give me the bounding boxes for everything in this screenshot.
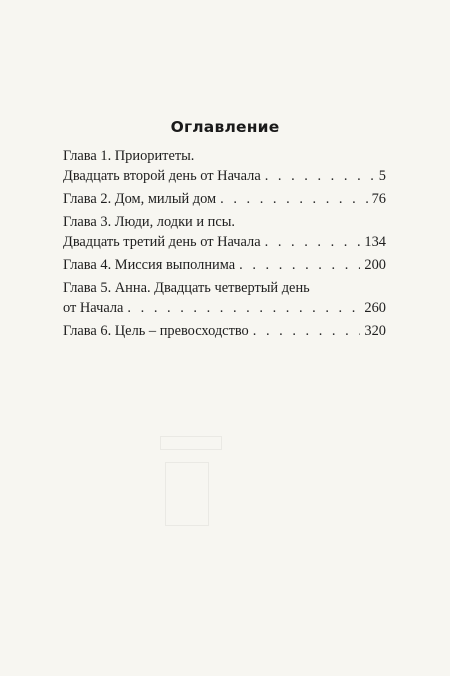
bleed-through-mark [165, 462, 209, 526]
toc-entry-title-line: Глава 1. Приоритеты. [63, 148, 195, 164]
toc-page-number: 134 [364, 234, 386, 250]
toc-entry-chapter-5[interactable] [63, 278, 386, 318]
dot-leader [127, 298, 360, 318]
dot-leader [220, 189, 367, 209]
toc-entry-chapter-6[interactable] [63, 321, 386, 341]
toc-page-number: 5 [378, 168, 386, 184]
toc-entry-title-line: Глава 5. Анна. Двадцать четвертый день [63, 280, 310, 296]
toc-page-number: 320 [364, 323, 386, 339]
toc-entry-chapter-1[interactable] [63, 146, 386, 186]
dot-leader [253, 321, 361, 341]
dot-leader [265, 166, 375, 186]
table-of-contents [63, 146, 386, 344]
toc-entry-chapter-4[interactable] [63, 255, 386, 275]
toc-entry-chapter-3[interactable] [63, 212, 386, 252]
toc-entry-title-line: Глава 3. Люди, лодки и псы. [63, 214, 236, 230]
toc-entry-title-line: от Начала [63, 300, 124, 316]
toc-entry-title-line: Глава 6. Цель – превосходство [63, 323, 249, 339]
toc-page-number: 76 [371, 191, 386, 207]
toc-page-number: 200 [364, 257, 386, 273]
toc-title: Оглавление [170, 118, 280, 136]
dot-leader [239, 255, 360, 275]
toc-entry-chapter-2[interactable] [63, 189, 386, 209]
toc-entry-title-line: Двадцать третий день от Начала [63, 234, 261, 250]
dot-leader [265, 232, 361, 252]
toc-entry-title-line: Глава 2. Дом, милый дом [63, 191, 217, 207]
toc-entry-title-line: Глава 4. Миссия выполнима [63, 257, 236, 273]
toc-page-number: 260 [364, 300, 386, 316]
toc-entry-title-line: Двадцать второй день от Начала [63, 168, 261, 184]
bleed-through-mark [160, 436, 222, 450]
